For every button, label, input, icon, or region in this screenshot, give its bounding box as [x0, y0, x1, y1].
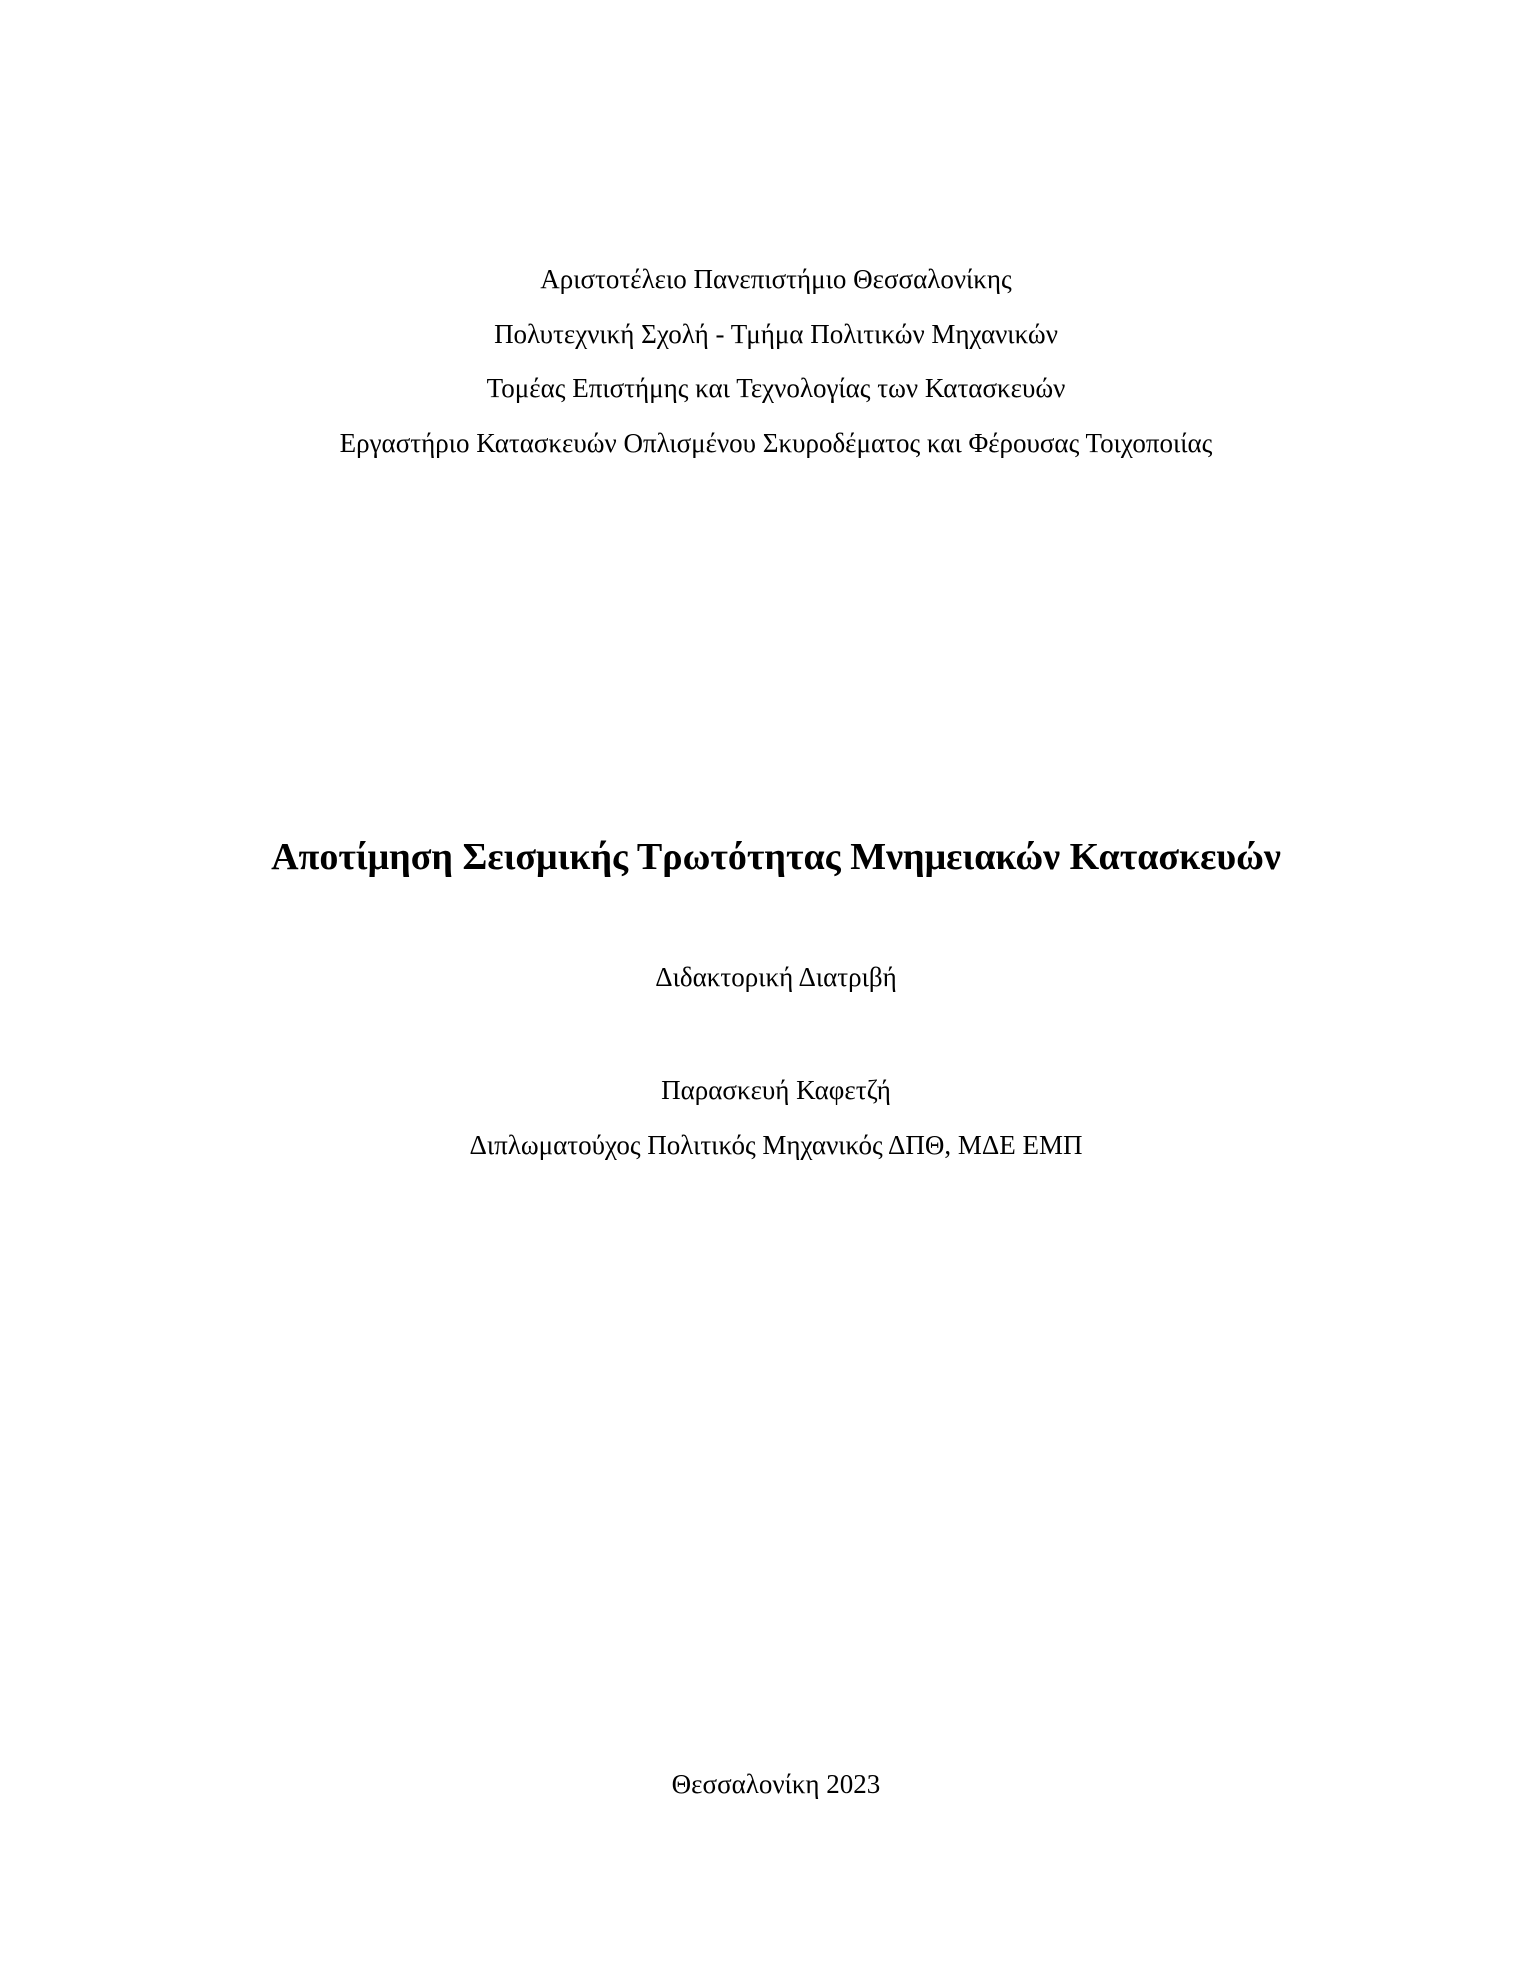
author-credentials: Διπλωματούχος Πολιτικός Μηχανικός ΔΠΘ, ΜΔΕ ΕΜΠ: [469, 1130, 1083, 1160]
thesis-type: Διδακτορική Διατριβή: [655, 962, 897, 992]
division-name: Τομέας Επιστήμης και Τεχνολογίας των Κατασκευών: [486, 373, 1066, 403]
school-name: Πολυτεχνική Σχολή - Τμήμα Πολιτικών Μηχανικών: [494, 319, 1058, 349]
place-and-year: Θεσσαλονίκη 2023: [671, 1769, 881, 1799]
author-name: Παρασκευή Καφετζή: [661, 1075, 891, 1105]
thesis-title: Αποτίμηση Σεισμικής Τρωτότητας Μνημειακών Κατασκευών: [271, 836, 1281, 878]
university-name: Αριστοτέλειο Πανεπιστήμιο Θεσσαλονίκης: [540, 264, 1012, 294]
laboratory-name: Εργαστήριο Κατασκευών Οπλισμένου Σκυροδέματος και Φέρουσας Τοιχοποιίας: [339, 428, 1213, 458]
